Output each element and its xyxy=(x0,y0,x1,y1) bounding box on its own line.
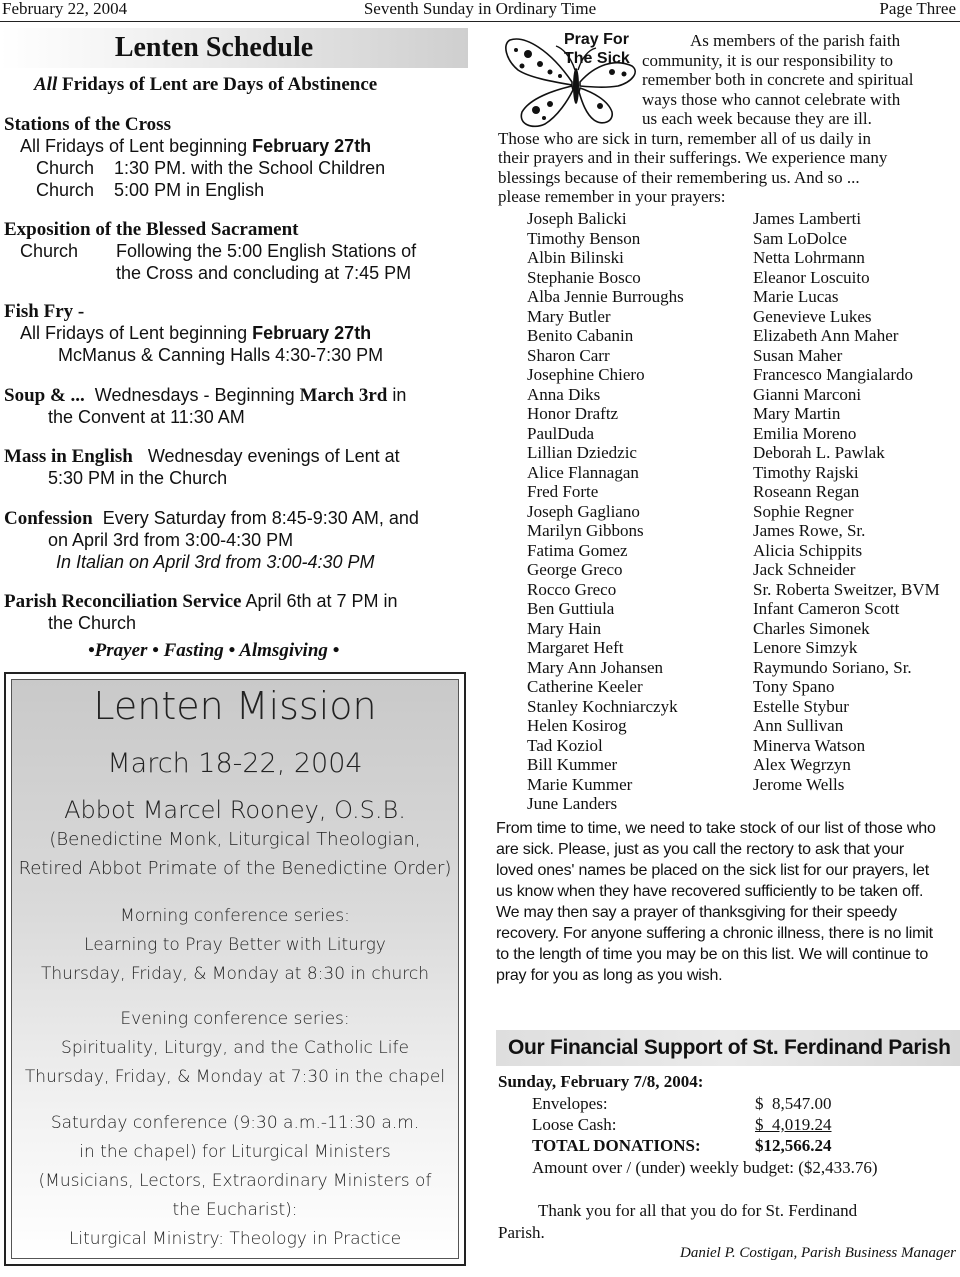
soup-line-1-date: March 3rd xyxy=(299,385,388,406)
mass-line-1-text: Wednesday evenings of Lent at xyxy=(132,446,400,466)
morning-series-3: Thursday, Friday, & Monday at 8:30 in church xyxy=(41,964,429,984)
fish-fry-line-1 xyxy=(20,322,371,344)
pray-intro-3: remember both in concrete and spiritual xyxy=(642,70,914,89)
reconciliation-line-2: the Church xyxy=(48,613,137,633)
fish-fry-line-1-text: All Fridays of Lent beginning xyxy=(20,323,253,343)
mission-dates: March 18-22, 2004 xyxy=(107,748,363,779)
sick-name: PaulDuda xyxy=(527,423,595,443)
sick-name: Sam LoDolce xyxy=(753,228,847,248)
soup-line-2: the Convent at 11:30 AM xyxy=(48,407,245,427)
sick-name: Helen Kosirog xyxy=(527,716,627,735)
sick-name: Roseann Regan xyxy=(753,482,860,501)
mission-desc-2: Retired Abbot Primate of the Benedictine Order) xyxy=(18,858,452,879)
total-donations-value: $12,566.24 xyxy=(755,1136,832,1155)
exposition-church: Church xyxy=(20,241,79,261)
sick-name: Alice Flannagan xyxy=(527,462,639,482)
sick-name: Timothy Benson xyxy=(527,228,641,248)
sick-names-left xyxy=(527,209,684,814)
budget-line: Amount over / (under) weekly budget: ($2,433.76) xyxy=(532,1158,878,1177)
sick-name: Gianni Marconi xyxy=(753,384,862,404)
sick-name: Stanley Kochniarczyk xyxy=(527,696,678,716)
sick-name: Netta Lohrmann xyxy=(753,248,865,267)
stations-line-1-text: All Fridays of Lent beginning xyxy=(20,136,253,156)
sick-note-line: We may then say a prayer of thanksgiving for their speedy xyxy=(496,904,897,921)
loose-cash-label: Loose Cash: xyxy=(532,1115,617,1134)
evening-series-2: Spirituality, Liturgy, and the Catholic Life xyxy=(61,1038,409,1058)
envelopes-value: $ 8,547.00 xyxy=(755,1094,832,1113)
sick-name: Stephanie Bosco xyxy=(527,267,641,287)
header-sunday: Seventh Sunday in Ordinary Time xyxy=(363,0,597,18)
sick-name: Susan Maher xyxy=(753,345,843,365)
sick-name: Sophie Regner xyxy=(753,501,854,521)
confession-line-1 xyxy=(4,507,419,530)
financial-support-title: Our Financial Support of St. Ferdinand Parish xyxy=(496,1030,960,1066)
saturday-conf-4: the Eucharist): xyxy=(172,1200,298,1220)
fish-fry-line-2: McManus & Canning Halls 4:30-7:30 PM xyxy=(58,345,384,365)
sick-name: Fred Forte xyxy=(527,482,599,501)
sick-names-right xyxy=(753,209,940,794)
saturday-conf-5: Liturgical Ministry: Theology in Practice xyxy=(68,1229,402,1249)
mission-desc-1: (Benedictine Monk, Liturgical Theologian, xyxy=(49,829,421,850)
sick-name: Jack Schneider xyxy=(753,560,856,579)
sick-name: James Lamberti xyxy=(753,209,862,228)
confession-line-1-text: Every Saturday from 8:45-9:30 AM, and xyxy=(92,508,419,528)
sick-name: Tony Spano xyxy=(753,677,835,696)
thanks-line-2: Parish. xyxy=(498,1223,545,1242)
sick-name: Margaret Heft xyxy=(527,638,624,657)
pray-for-the-sick-label xyxy=(564,30,630,68)
stations-heading: Stations of the Cross xyxy=(4,114,171,135)
header-rule xyxy=(0,21,960,22)
sick-name: Raymundo Soriano, Sr. xyxy=(753,657,912,677)
tagline: •Prayer • Fasting • Almsgiving • xyxy=(88,640,340,661)
sick-note-line: to the length of time you may be on this list. We will continue to xyxy=(496,946,929,963)
sick-name: Elizabeth Ann Maher xyxy=(753,326,899,345)
signature: Daniel P. Costigan, Parish Business Manager xyxy=(680,1245,956,1261)
sick-name: Estelle Stybur xyxy=(753,696,849,716)
abstinence-line xyxy=(34,74,377,96)
stations-line-1-date: February 27th xyxy=(252,136,372,156)
saturday-conf-3: (Musicians, Lectors, Extraordinary Ministers of xyxy=(38,1171,432,1191)
sick-name: Albin Bilinski xyxy=(527,248,624,267)
reconciliation-line-1 xyxy=(4,590,398,613)
sick-name: Benito Cabanin xyxy=(527,326,634,345)
exposition-line-1: Following the 5:00 English Stations of xyxy=(116,241,417,261)
sick-name: Joseph Gagliano xyxy=(527,501,640,521)
saturday-conf-2: in the chapel) for Liturgical Ministers xyxy=(79,1142,391,1162)
reconciliation-heading: Parish Reconciliation Service xyxy=(4,591,242,612)
sick-note-line: loved ones' names be placed on the sick list for our prayers, let xyxy=(496,862,929,879)
sick-name: Mary Butler xyxy=(527,306,611,326)
fish-fry-heading: Fish Fry - xyxy=(4,301,85,322)
sick-name: Alex Wegrzyn xyxy=(753,755,851,774)
lenten-mission-box xyxy=(4,672,466,1266)
header-date: February 22, 2004 xyxy=(2,0,128,18)
sick-note-line: are sick. Please, just as you call the rectory to ask that your xyxy=(496,841,905,858)
exposition-heading: Exposition of the Blessed Sacrament xyxy=(4,219,299,240)
sick-name: Josephine Chiero xyxy=(527,365,645,384)
sick-name: Catherine Keeler xyxy=(527,677,643,696)
pray-intro-7: their prayers and in their sufferings. We experience many xyxy=(498,148,888,167)
sick-name: Ann Sullivan xyxy=(753,716,844,735)
sick-name: Tad Koziol xyxy=(527,735,603,755)
soup-heading: Soup & ... xyxy=(4,385,85,406)
envelopes-label: Envelopes: xyxy=(532,1094,608,1113)
total-donations-label: TOTAL DONATIONS: xyxy=(532,1136,701,1155)
sick-name: Charles Simonek xyxy=(753,618,870,638)
pray-label-line-2: The Sick xyxy=(564,50,630,67)
pray-intro-5: us each week because they are ill. xyxy=(642,109,872,128)
evening-series-3: Thursday, Friday, & Monday at 7:30 in the chapel xyxy=(24,1067,446,1087)
sick-name: Mary Hain xyxy=(527,618,602,638)
sick-name: Minerva Watson xyxy=(753,735,866,755)
mass-line-1 xyxy=(4,445,400,468)
sick-name: Ben Guttiula xyxy=(527,599,615,618)
pray-intro-4: ways those who cannot celebrate with xyxy=(642,90,901,109)
sick-name: Alba Jennie Burroughs xyxy=(527,287,684,306)
sick-name: Francesco Mangialardo xyxy=(753,365,914,384)
pray-label-line-1: Pray For xyxy=(564,31,629,48)
abstinence-rest: Fridays of Lent are Days of Abstinence xyxy=(57,74,378,95)
exposition-line-2: the Cross and concluding at 7:45 PM xyxy=(116,263,412,283)
pray-intro-2: community, it is our responsibility to xyxy=(642,51,894,70)
sick-note-line: us know when they have recovered sufficiently to be taken off. xyxy=(496,883,924,900)
mission-speaker: Abbot Marcel Rooney, O.S.B. xyxy=(64,796,406,824)
evening-series-1: Evening conference series: xyxy=(120,1009,350,1029)
saturday-conf-1: Saturday conference (9:30 a.m.-11:30 a.m. xyxy=(50,1113,420,1133)
sick-name: Eleanor Loscuito xyxy=(753,267,870,287)
sick-name: Timothy Rajski xyxy=(753,462,859,482)
confession-heading: Confession xyxy=(4,508,93,529)
sick-name: Anna Diks xyxy=(527,384,601,404)
morning-series-1: Morning conference series: xyxy=(120,906,350,926)
pray-intro-1: As members of the parish faith xyxy=(690,31,901,50)
sick-name: George Greco xyxy=(527,560,623,579)
sick-note-line: pray for you as long as you wish. xyxy=(496,967,723,984)
sick-name: Marie Kummer xyxy=(527,774,633,794)
lenten-schedule-title: Lenten Schedule xyxy=(0,28,468,68)
sick-name: Lillian Dziedzic xyxy=(527,443,637,462)
sick-name: Sharon Carr xyxy=(527,345,610,365)
sick-name: Sr. Roberta Sweitzer, BVM xyxy=(753,579,940,599)
sick-name: Honor Draftz xyxy=(527,404,619,423)
page-header xyxy=(0,0,960,20)
sick-name: Fatima Gomez xyxy=(527,540,628,560)
sick-name: Lenore Simzyk xyxy=(753,638,858,657)
reconciliation-line-1-text: April 6th at 7 PM in xyxy=(241,591,398,611)
stations-line-3: Church 5:00 PM in English xyxy=(36,180,265,200)
sick-name: Bill Kummer xyxy=(527,755,618,774)
pray-intro-8: blessings because of their remembering us. And so ... xyxy=(498,168,860,187)
sick-name: June Landers xyxy=(527,794,618,813)
sick-name: Mary Martin xyxy=(753,404,841,423)
sick-name: Genevieve Lukes xyxy=(753,306,872,326)
confession-line-2: on April 3rd from 3:00-4:30 PM xyxy=(48,530,294,550)
fish-fry-line-1-date: February 27th xyxy=(252,323,372,343)
header-page-number: Page Three xyxy=(879,0,956,18)
sick-note-line: From time to time, we need to take stock of our list of those who xyxy=(496,820,936,837)
stations-line-1 xyxy=(20,135,371,157)
sick-name: Infant Cameron Scott xyxy=(753,599,900,618)
sick-name: Rocco Greco xyxy=(527,579,617,599)
sick-list-note xyxy=(496,818,960,986)
lenten-mission-panel xyxy=(11,679,459,1259)
stations-line-2: Church 1:30 PM. with the School Children xyxy=(36,158,386,178)
soup-line-1-in: in xyxy=(387,385,407,405)
sick-name: Mary Ann Johansen xyxy=(527,657,663,677)
soup-line-1-text: Wednesdays - Beginning xyxy=(84,385,300,405)
loose-cash-value: $ 4,019.24 xyxy=(755,1115,832,1134)
sick-name: Alicia Schippits xyxy=(753,540,863,560)
morning-series-2: Learning to Pray Better with Liturgy xyxy=(84,935,386,955)
sick-name: Marilyn Gibbons xyxy=(527,521,644,540)
sick-name: Jerome Wells xyxy=(753,774,845,794)
pray-intro-9: please remember in your prayers: xyxy=(498,187,726,206)
sick-name: Emilia Moreno xyxy=(753,423,857,443)
finance-date-line: Sunday, February 7/8, 2004: xyxy=(498,1072,704,1091)
soup-line-1 xyxy=(4,384,406,407)
thanks-line-1: Thank you for all that you do for St. Ferdinand xyxy=(538,1201,858,1220)
sick-name: Marie Lucas xyxy=(753,287,839,306)
pray-intro-6: Those who are sick in turn, remember all of us daily in xyxy=(498,129,871,148)
confession-line-3: In Italian on April 3rd from 3:00-4:30 PM xyxy=(56,552,375,572)
sick-name: James Rowe, Sr. xyxy=(753,521,866,540)
sick-name: Deborah L. Pawlak xyxy=(753,443,885,462)
mass-line-2: 5:30 PM in the Church xyxy=(48,468,228,488)
mass-heading: Mass in English xyxy=(4,446,133,467)
sick-name: Joseph Balicki xyxy=(527,209,627,228)
abstinence-all: All xyxy=(34,74,58,95)
sick-note-line: recovery. For anyone suffering a chronic illness, there is no limit xyxy=(496,925,933,942)
mission-title: Lenten Mission xyxy=(93,684,377,728)
